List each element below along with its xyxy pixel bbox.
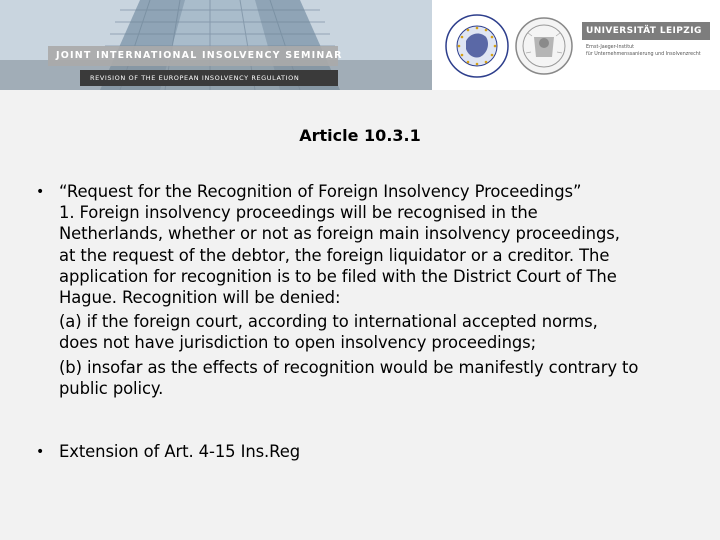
building-photo bbox=[0, 0, 432, 90]
bullet-line: Hague. Recognition will be denied: bbox=[59, 288, 341, 308]
bullet-line: Extension of Art. 4-15 Ins.Reg bbox=[59, 442, 301, 461]
bullet-line: does not have jurisdiction to open insolvency proceedings; bbox=[59, 333, 537, 353]
university-name: UNIVERSITÄT LEIPZIG bbox=[582, 22, 710, 40]
header-banner bbox=[0, 0, 720, 90]
university-logo bbox=[582, 18, 720, 78]
bullet-line: at the request of the debtor, the foreign liquidator or a creditor. The bbox=[59, 245, 610, 265]
seminar-title: JOINT INTERNATIONAL INSOLVENCY SEMINAR bbox=[48, 46, 338, 66]
bullet-line: Netherlands, whether or not as foreign main insolvency proceedings, bbox=[59, 224, 620, 244]
institute-line-1: Ernst-Jaeger-Institut bbox=[586, 45, 635, 50]
bullet-line: (b) insofar as the effects of recognition would be manifestly contrary to bbox=[59, 357, 639, 377]
bullet-line: application for recognition is to be filed with the District Court of The bbox=[59, 266, 617, 286]
bullet-line: “Request for the Recognition of Foreign Insolvency Proceedings” bbox=[59, 182, 582, 201]
slide-title-text: Article 10.3.1 bbox=[299, 126, 421, 145]
university-seal bbox=[514, 13, 574, 79]
bullet-body bbox=[59, 181, 638, 399]
insol-europe-logo bbox=[444, 13, 510, 79]
seminar-subtitle: REVISION OF THE EUROPEAN INSOLVENCY REGULATION bbox=[80, 70, 338, 86]
institute-name bbox=[586, 44, 716, 58]
bullet-marker: • bbox=[36, 444, 45, 460]
bullet-line: 1. Foreign insolvency proceedings will be recognised in the bbox=[59, 203, 538, 223]
slide-title bbox=[0, 126, 720, 145]
bullet-line: public policy. bbox=[59, 378, 164, 398]
bullet-line: (a) if the foreign court, according to international accepted norms, bbox=[59, 312, 598, 332]
bullet-marker: • bbox=[36, 184, 45, 200]
institute-line-2: für Unternehmenssanierung und Insolvenzrecht bbox=[586, 52, 701, 57]
bullet-body bbox=[59, 441, 300, 462]
